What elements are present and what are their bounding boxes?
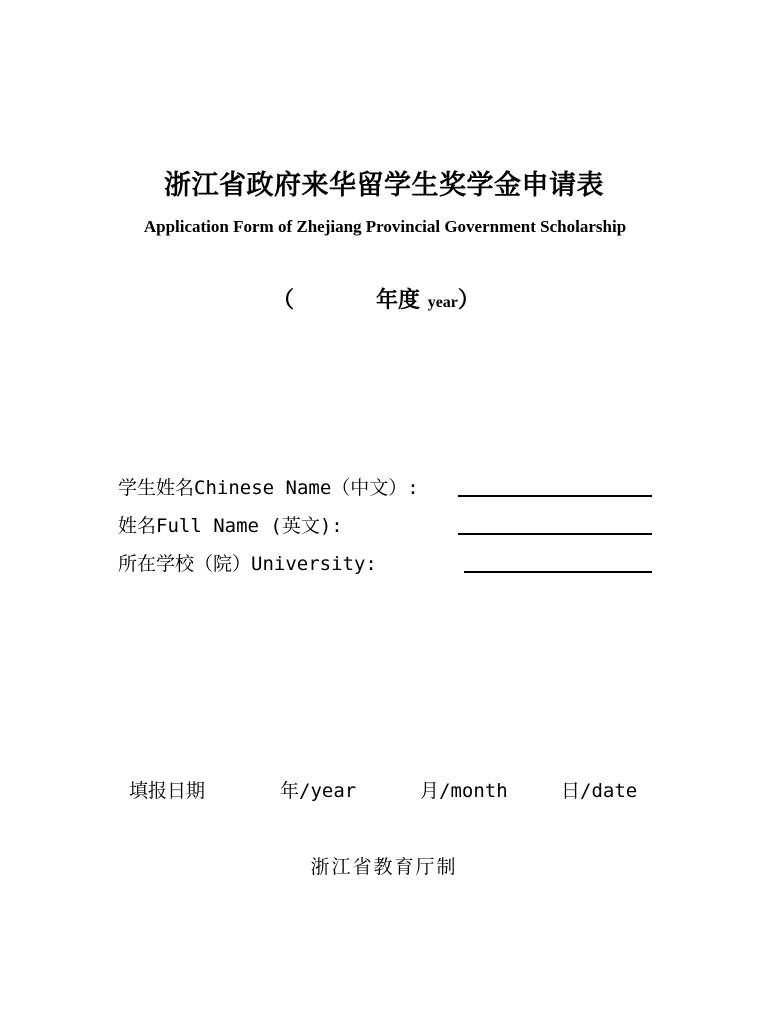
full-name-input-line[interactable] — [458, 533, 652, 535]
chinese-name-label: 学生姓名Chinese Name（中文）: — [118, 477, 419, 499]
full-name-field — [118, 511, 658, 541]
year-label — [376, 283, 480, 314]
chinese-name-input-line[interactable] — [458, 495, 652, 497]
year-label-en: year — [427, 294, 458, 311]
university-field — [118, 549, 658, 579]
fill-date-year: 年/year — [280, 780, 357, 802]
fill-date-label: 填报日期 — [129, 780, 206, 802]
fill-date-day: 日/date — [561, 780, 638, 802]
full-name-label: 姓名Full Name (英文): — [118, 515, 343, 537]
issuer-text: 浙江省教育厅制 — [310, 856, 458, 878]
chinese-name-field — [118, 473, 658, 503]
form-title-chinese: 浙江省政府来华留学生奖学金申请表 — [164, 170, 604, 201]
university-label: 所在学校（院）University: — [118, 553, 377, 575]
year-label-cn: 年度 — [376, 287, 421, 313]
year-close-paren: ） — [457, 287, 480, 313]
university-input-line[interactable] — [464, 571, 652, 573]
year-open-paren: （ — [272, 287, 295, 313]
form-title-english: Application Form of Zhejiang Provincial Government Scholarship — [143, 217, 627, 236]
fill-date-month: 月/month — [420, 780, 508, 802]
